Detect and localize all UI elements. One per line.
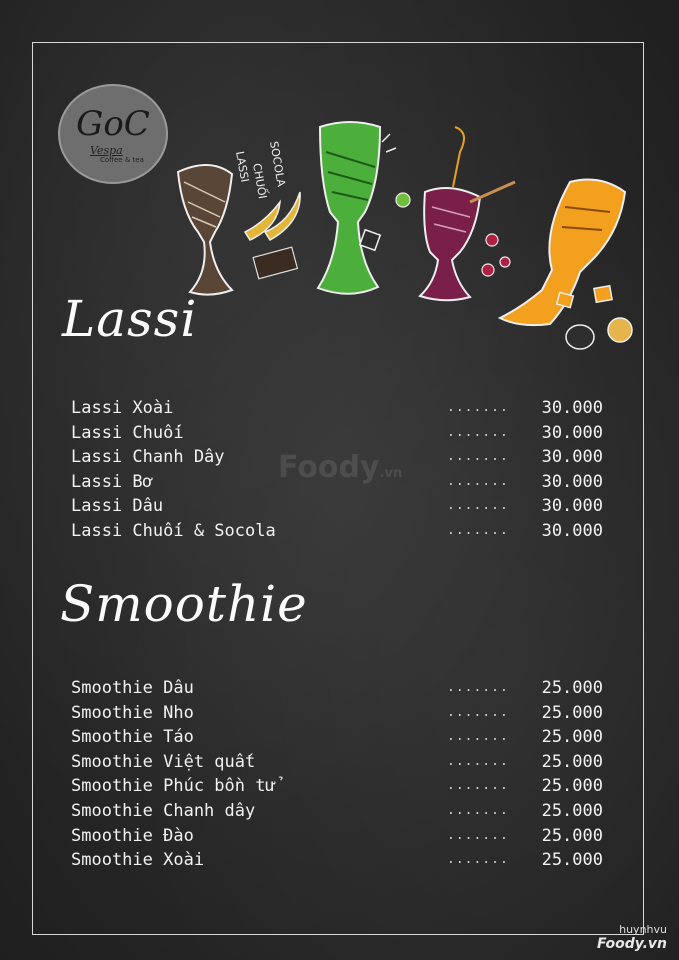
item-name: Smoothie Việt quất <box>71 751 256 772</box>
glass-green-icon <box>318 122 396 294</box>
item-dots: ....... <box>447 680 509 695</box>
item-dots: ....... <box>447 753 509 769</box>
item-dots: ....... <box>447 729 509 745</box>
fruit-icon <box>566 318 632 349</box>
item-dots: ....... <box>447 802 509 818</box>
item-price: 25.000 <box>541 678 603 698</box>
chocolate-bar-icon <box>253 247 297 279</box>
item-dots: ....... <box>447 778 509 794</box>
item-price: 25.000 <box>541 776 603 797</box>
item-dots: ....... <box>447 704 509 720</box>
section-title-lassi: Lassi <box>62 290 198 348</box>
menu-item <box>71 848 611 873</box>
item-name: Lassi Chuối & Socola <box>71 520 276 541</box>
menu-item <box>71 750 611 775</box>
item-dots: ....... <box>447 852 509 868</box>
item-price: 25.000 <box>541 702 603 723</box>
item-dots: ....... <box>447 827 509 843</box>
watermark-suffix: .vn <box>379 466 403 481</box>
uploader-name: huynhvu <box>619 923 667 936</box>
menu-item <box>71 396 611 421</box>
menu-item <box>71 799 611 824</box>
item-dots: ....... <box>447 400 509 415</box>
item-price: 30.000 <box>541 447 603 468</box>
item-name: Smoothie Phúc bồn tử <box>71 776 276 797</box>
item-price: 25.000 <box>541 850 603 871</box>
logo-brand: Vespa <box>90 144 123 157</box>
foody-corner-watermark <box>597 923 667 952</box>
item-name: Lassi Chanh Dây <box>71 447 225 468</box>
item-price: 25.000 <box>541 800 603 821</box>
logo-sub: Coffee & tea <box>100 156 144 164</box>
menu-item <box>71 701 611 726</box>
banana-icon <box>245 192 300 240</box>
menu-item <box>71 676 611 701</box>
item-price: 30.000 <box>541 520 603 541</box>
item-price: 30.000 <box>541 496 603 517</box>
watermark-text: Foody <box>278 450 380 485</box>
item-price: 30.000 <box>541 471 603 492</box>
menu-item <box>71 725 611 750</box>
item-name: Lassi Dâu <box>71 496 164 517</box>
item-name: Smoothie Chanh dây <box>71 800 256 821</box>
item-name: Smoothie Nho <box>71 702 194 723</box>
label-chuoi: CHUỐI <box>250 162 270 200</box>
item-price: 25.000 <box>541 751 603 772</box>
menu-item <box>71 494 611 519</box>
item-name: Smoothie Xoài <box>71 850 205 871</box>
item-dots: ....... <box>447 424 509 440</box>
drinks-illustration <box>170 112 640 362</box>
menu-item <box>71 421 611 446</box>
glass-berry-icon <box>420 127 515 300</box>
section-title-smoothie: Smoothie <box>60 575 308 633</box>
item-price: 25.000 <box>541 825 603 846</box>
label-lassi: LASSI <box>233 150 252 184</box>
item-name: Smoothie Đào <box>71 825 194 846</box>
menu-item <box>71 774 611 799</box>
item-dots: ....... <box>447 498 509 514</box>
item-name: Smoothie Dâu <box>71 678 194 698</box>
item-price: 30.000 <box>541 422 603 443</box>
item-price: 30.000 <box>541 398 603 418</box>
glass-chocolate-icon <box>178 165 232 295</box>
item-dots: ....... <box>447 449 509 465</box>
menu-item <box>71 824 611 849</box>
item-dots: ....... <box>447 473 509 489</box>
foody-watermark <box>278 450 402 485</box>
smoothie-menu-list <box>71 676 611 873</box>
goc-logo <box>58 84 168 184</box>
item-name: Lassi Bơ <box>71 471 153 492</box>
item-name: Smoothie Táo <box>71 727 194 748</box>
ice-cube-icon <box>360 230 381 251</box>
logo-mark: GoC <box>76 104 150 144</box>
item-name: Lassi Xoài <box>71 398 174 418</box>
label-socola: SOCOLA <box>267 140 288 188</box>
site-name: Foody.vn <box>597 936 667 952</box>
menu-item <box>71 519 611 544</box>
item-dots: ....... <box>447 522 509 538</box>
item-price: 25.000 <box>541 727 603 748</box>
item-name: Lassi Chuối <box>71 422 184 443</box>
